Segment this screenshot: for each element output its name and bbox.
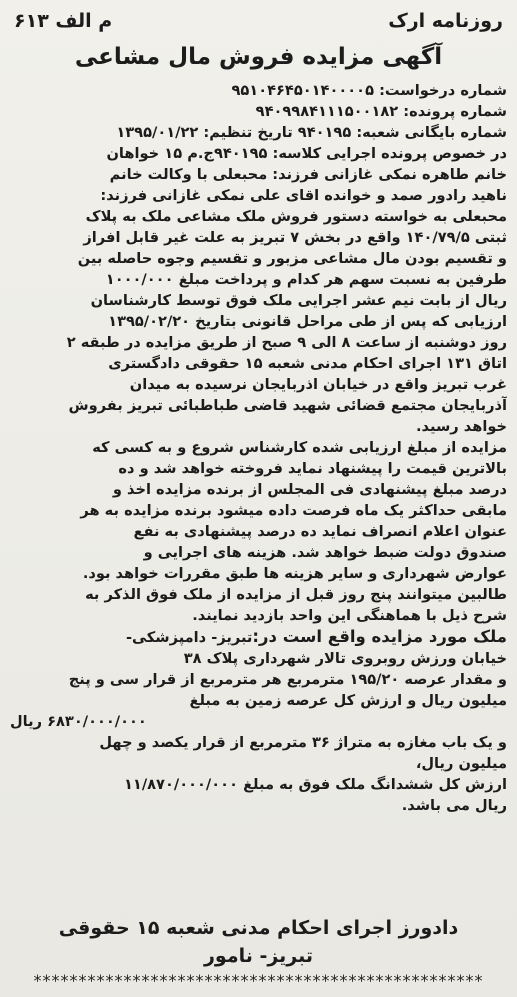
location-heading-line <box>10 626 507 648</box>
text-line: ارزش کل ششدانگ ملک فوق به مبلغ ۱۱/۸۷۰/۰۰۰/۰۰۰ <box>124 776 507 793</box>
text-line: غرب تبریز واقع در خیابان اذربایجان نرسیده به میدان <box>129 376 507 393</box>
text-line: ریال می باشد. <box>401 797 507 814</box>
paragraph-terms <box>10 437 507 626</box>
text-line: مابقی حداکثر یک ماه فرصت داده میشود برنده مزایده به هر <box>80 502 507 519</box>
paragraph-case <box>10 143 507 437</box>
text-line: طالبین میتوانند پنج روز قبل از مزایده از ملک فوق الذکر به <box>85 586 507 603</box>
text-line: طرفین به نسبت سهم هر کدام و پرداخت مبلغ ۱۰۰۰/۰۰۰ <box>105 271 507 288</box>
star-separator: ************************************************** <box>33 971 484 990</box>
text-line: محبعلی به خواسته دستور فروش ملک مشاعی ملک به پلاک <box>85 208 507 225</box>
text-line: شرح ذیل با هماهنگی این واحد بازدید نمایند. <box>192 607 507 624</box>
case-number: شماره پرونده: ۹۴۰۹۹۸۴۱۱۱۵۰۰۱۸۲ <box>255 103 507 120</box>
ad-title: آگهی مزایده فروش مال مشاعی <box>74 44 443 70</box>
text-line: خانم طاهره نمکی غازانی فرزند: محبعلی با وکالت خانم <box>109 166 507 183</box>
text-line: و تقسیم بودن مال مشاعی مزبور و تقسیم وجوه حاصله بین <box>77 250 507 267</box>
text-line: بالاترین قیمت را پیشنهاد نماید فروخته خواهد شد و ده <box>118 460 507 477</box>
text-line: میلیون ریال، <box>415 755 507 772</box>
text-line: و یک باب مغازه به متراژ ۳۶ مترمربع از قرار یکصد و چهل <box>99 734 507 751</box>
ad-code: م الف ۶۱۳ <box>14 10 113 32</box>
header <box>14 6 503 36</box>
text-line: ناهید رادور صمد و خوانده اقای علی نمکی غازانی فرزند: <box>100 187 507 204</box>
text-line: ثبتی ۱۴۰/۷۹/۵ واقع در بخش ۷ تبریز به علت غیر قابل افراز <box>83 229 507 246</box>
signature-block <box>10 914 507 970</box>
text-line: عنوان اعلام انصراف نماید ده درصد پیشنهادی به نفع <box>133 523 507 540</box>
location-heading-rest: تبریز- دامپزشکی- <box>125 629 253 646</box>
text-line: آذربایجان مجتمع قضائی شهید قاضی طباطبائی تبریز بفروش <box>68 397 507 414</box>
text-line: روز دوشنبه از ساعت ۸ الی ۹ صبح از طریق مزایده در طبقه ۲ <box>66 334 507 351</box>
location-heading: ملک مورد مزایده واقع است در: <box>252 627 507 646</box>
paragraph-location <box>10 626 507 816</box>
text-line: ارزیابی که پس از طی مراحل قانونی بتاریخ ۱۳۹۵/۰۲/۲۰ <box>108 313 507 330</box>
archive-number: شماره بایگانی شعبه: ۹۴۰۱۹۵ تاریخ تنظیم: ۱۳۹۵/۰۱/۲۲ <box>116 124 507 141</box>
text-line: اتاق ۱۳۱ اجرای احکام مدنی شعبه ۱۵ حقوقی دادگستری <box>108 355 507 372</box>
text-line: ۶۸۳۰/۰۰۰/۰۰۰ ریال <box>10 713 147 730</box>
text-line: مزایده از مبلغ ارزیابی شده کارشناس شروع و به کسی که <box>92 439 507 456</box>
text-line: عوارض شهرداری و سایر هزینه ها طبق مقررات خواهد بود. <box>82 565 507 582</box>
newspaper-name: روزنامه ارک <box>388 10 503 32</box>
text-line: خواهد رسید. <box>416 418 507 435</box>
text-line: و مقدار عرصه ۱۹۵/۲۰ مترمربع هر مترمربع از قرار سی و پنج <box>68 671 507 688</box>
request-number: شماره درخواست: ۹۵۱۰۴۶۴۵۰۱۴۰۰۰۰۵ <box>231 82 507 99</box>
text-line: صندوق دولت ضبط خواهد شد. هزینه های اجرایی و <box>143 544 507 561</box>
text-line: ریال از بابت نیم عشر اجرایی ملک فوق توسط کارشناسان <box>90 292 507 309</box>
text-line: درصد مبلغ پیشنهادی فی المجلس از برنده مزایده اخذ و <box>112 481 507 498</box>
text-line: در خصوص پرونده اجرایی کلاسه: ۹۴۰۱۹۵ج.م ۱۵ خواهان <box>106 145 507 162</box>
text-line: میلیون ریال و ارزش کل عرصه زمین به مبلغ <box>189 692 507 709</box>
text-line: خیابان ورزش روبروی تالار شهرداری پلاک ۳۸ <box>183 650 507 667</box>
signature-line-2: تبریز- نامور <box>203 945 314 967</box>
signature-line-1: دادورز اجرای احکام مدنی شعبه ۱۵ حقوقی <box>58 917 459 939</box>
ad-body <box>10 80 507 816</box>
